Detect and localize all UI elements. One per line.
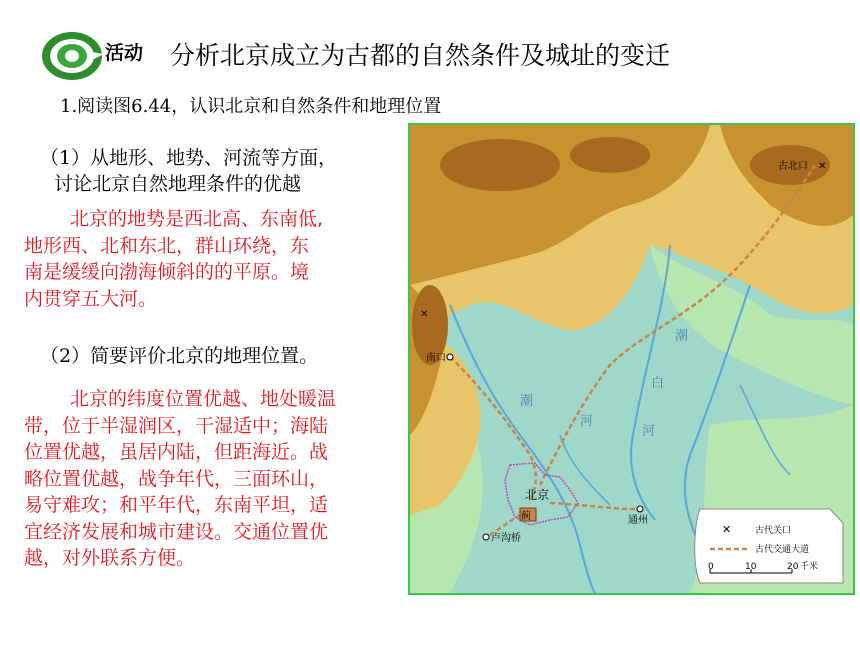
river-label: 白 [651,376,665,391]
question-2-number: （2） [40,345,91,367]
question-1-number: （1） [40,147,91,169]
answer-2-line: 越，对外联系方便。 [24,547,196,569]
answer-1-line: 地形西、北和东北，群山环绕，东 [24,234,310,257]
activity-logo-icon [40,30,104,82]
nankou-label: 南口 [426,353,446,364]
map-peak [570,137,650,173]
answer-1 [24,206,323,312]
map-legend [695,509,843,583]
lugouqiao-label: 卢沟桥 [491,533,521,544]
lugouqiao-marker [483,534,489,540]
question-1 [40,145,337,197]
river-label: 潮 [520,394,534,409]
question-1-line1: 从地形、地势、河流等方面， [90,147,338,169]
reading-instruction: 1.阅读图6.44，认识北京和自然条件和地理位置 [60,96,442,117]
scale-0: 0 [708,562,714,572]
river-label: 潮 [675,329,689,344]
scale-20: 20 [787,562,799,572]
question-1-line2: 讨论北京自然地理条件的优越 [54,173,302,195]
legend-pass-icon: ✕ [722,523,732,536]
answer-1-line: 北京的地势是西北高、东南低, [70,208,324,230]
river-label: 河 [580,414,594,429]
beijing-label: 北京 [525,488,550,502]
ji-label: 蓟 [521,511,531,522]
question-2 [40,343,318,369]
answer-1-line: 内贯穿五大河。 [24,287,158,310]
answer-2-line: 易守难攻；和平年代，东南平坦，适 [24,494,329,516]
scale-10: 10 [745,562,757,572]
tongzhou-marker [637,506,643,512]
answer-1-line: 南是缓缓向渤海倾斜的的平原。境 [24,261,310,283]
legend-road-label: 古代交通大道 [755,545,810,555]
question-2-text: 简要评价北京的地理位置。 [90,345,319,367]
answer-2-line: 带，位于半湿润区，干湿适中；海陆 [24,414,329,437]
answer-2-line: 北京的纬度位置优越、地处暖温 [70,388,337,410]
gubeikou-label: 古北口 [778,161,808,172]
pass-icon: ✕ [420,309,429,320]
map-peak [440,139,560,191]
page-title: 分析北京成立为古都的自然条件及城址的变迁 [170,41,671,70]
nankou-marker [447,354,453,360]
answer-2-line: 宜经济发展和城市建设。交通位置优 [24,520,329,543]
scale-unit: 千米 [800,562,819,572]
activity-label: 活动 [105,42,144,64]
answer-2-line: 略位置优越，战争年代，三面环山， [24,467,329,490]
legend-pass-label: 古代关口 [755,526,792,536]
gubeikou-pass-icon: ✕ [818,161,827,172]
beijing-topographic-map [408,123,855,595]
answer-2 [24,386,336,572]
tongzhou-label: 通州 [628,515,648,526]
answer-2-line: 位置优越，虽居内陆，但距海近。战 [24,441,329,463]
river-label: 河 [642,424,656,439]
